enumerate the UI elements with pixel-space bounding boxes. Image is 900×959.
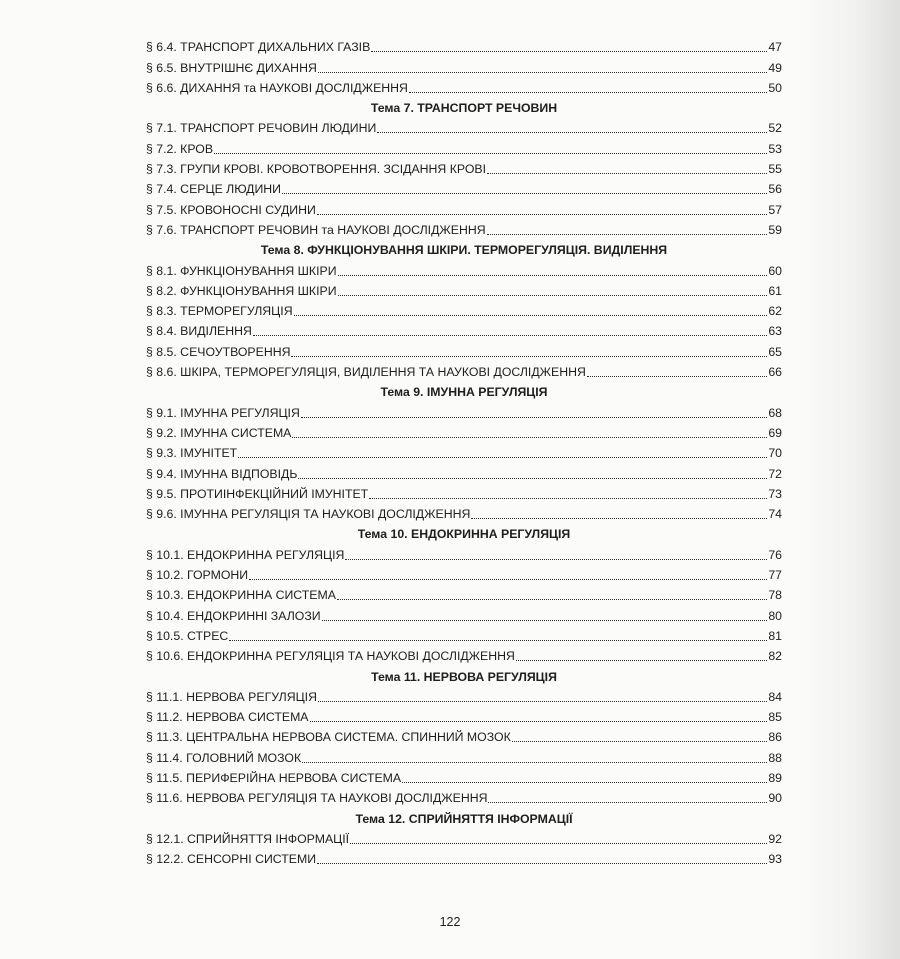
- toc-entry: [146, 218, 782, 238]
- toc-entry-title: § 8.6. ШКІРА, ТЕРМОРЕГУЛЯЦІЯ, ВИДІЛЕННЯ ТА НАУКОВІ ДОСЛІДЖЕННЯ: [146, 365, 586, 380]
- toc-entry: [146, 786, 782, 806]
- toc-entry-title: § 11.4. ГОЛОВНИЙ МОЗОК: [146, 750, 302, 765]
- toc-entry: [146, 197, 782, 217]
- dot-leader: [322, 620, 768, 621]
- toc-entry: [146, 482, 782, 502]
- section-heading: Тема 8. ФУНКЦІОНУВАННЯ ШКІРИ. ТЕРМОРЕГУЛЯЦІЯ. ВИДІЛЕННЯ: [260, 243, 668, 258]
- toc-entry: [146, 116, 782, 136]
- toc-entry: [146, 421, 782, 441]
- page-number: 122: [439, 915, 461, 929]
- toc-entry-page: 57: [768, 202, 782, 217]
- dot-leader: [318, 701, 767, 702]
- toc-entry-page: 73: [768, 486, 782, 501]
- toc-entry: [146, 705, 782, 725]
- toc-entry: [146, 624, 782, 644]
- toc-entry-page: 90: [768, 791, 782, 806]
- toc-entry-title: § 7.5. КРОВОНОСНІ СУДИНИ: [146, 202, 316, 217]
- dot-leader: [338, 295, 768, 296]
- toc-entry-title: § 7.1. ТРАНСПОРТ РЕЧОВИН ЛЮДИНИ: [146, 121, 377, 136]
- toc-entry-page: 78: [768, 588, 782, 603]
- toc-entry-page: 84: [768, 689, 782, 704]
- toc-entry-title: § 7.3. ГРУПИ КРОВІ. КРОВОТВОРЕННЯ. ЗСІДАННЯ КРОВІ: [146, 162, 487, 177]
- toc-entry-title: § 6.6. ДИХАННЯ та НАУКОВІ ДОСЛІДЖЕННЯ: [146, 80, 408, 95]
- dot-leader: [512, 741, 768, 742]
- dot-leader: [338, 275, 768, 276]
- toc-entry-page: 49: [768, 60, 782, 75]
- toc-entry-page: 70: [768, 446, 782, 461]
- toc-entry: [146, 339, 782, 359]
- dot-leader: [516, 660, 767, 661]
- toc-entry-title: § 8.2. ФУНКЦІОНУВАННЯ ШКІРИ: [146, 283, 337, 298]
- toc-entry-title: § 11.2. НЕРВОВА СИСТЕМА: [146, 710, 309, 725]
- toc-entry-title: § 11.6. НЕРВОВА РЕГУЛЯЦІЯ ТА НАУКОВІ ДОСЛІДЖЕННЯ: [146, 791, 488, 806]
- toc-entry-title: § 8.3. ТЕРМОРЕГУЛЯЦІЯ: [146, 304, 293, 319]
- toc-entry: [146, 847, 782, 867]
- toc-entry: [146, 400, 782, 420]
- toc-entry: [146, 258, 782, 278]
- toc-entry: [146, 76, 782, 96]
- dot-leader: [292, 437, 767, 438]
- dot-leader: [337, 599, 767, 600]
- toc-entry-title: § 10.6. ЕНДОКРИННА РЕГУЛЯЦІЯ ТА НАУКОВІ ДОСЛІДЖЕННЯ: [146, 649, 515, 664]
- dot-leader: [371, 51, 767, 52]
- toc-entry-page: 77: [768, 568, 782, 583]
- toc-entry: [146, 360, 782, 380]
- toc-entry: [146, 136, 782, 156]
- toc-entry-title: § 10.2. ГОРМОНИ: [146, 568, 249, 583]
- toc-entry-title: § 10.3. ЕНДОКРИННА СИСТЕМА: [146, 588, 336, 603]
- table-of-contents: [146, 35, 782, 867]
- toc-entry: [146, 441, 782, 461]
- toc-entry-title: § 11.3. ЦЕНТРАЛЬНА НЕРВОВА СИСТЕМА. СПИННИЙ МОЗОК: [146, 730, 511, 745]
- dot-leader: [317, 214, 767, 215]
- toc-entry: [146, 319, 782, 339]
- section-heading: Тема 12. СПРИЙНЯТТЯ ІНФОРМАЦІЇ: [355, 811, 573, 826]
- toc-entry-page: 93: [768, 852, 782, 867]
- toc-entry-title: § 9.5. ПРОТИІНФЕКЦІЙНИЙ ІМУНІТЕТ: [146, 486, 369, 501]
- toc-entry-page: 62: [768, 304, 782, 319]
- dot-leader: [377, 132, 767, 133]
- toc-entry: [146, 279, 782, 299]
- dot-leader: [249, 579, 767, 580]
- dot-leader: [350, 843, 767, 844]
- dot-leader: [238, 457, 767, 458]
- toc-entry-page: 88: [768, 750, 782, 765]
- dot-leader: [587, 376, 767, 377]
- toc-entry: [146, 644, 782, 664]
- toc-entry-page: 76: [768, 547, 782, 562]
- dot-leader: [318, 72, 767, 73]
- toc-entry-page: 52: [768, 121, 782, 136]
- toc-entry-title: § 6.4. ТРАНСПОРТ ДИХАЛЬНИХ ГАЗІВ: [146, 40, 371, 55]
- toc-entry-page: 80: [768, 608, 782, 623]
- toc-entry-page: 89: [768, 770, 782, 785]
- toc-entry: [146, 461, 782, 481]
- toc-entry: [146, 563, 782, 583]
- toc-entry-title: § 8.1. ФУНКЦІОНУВАННЯ ШКІРИ: [146, 263, 337, 278]
- toc-entry-title: § 7.2. КРОВ: [146, 141, 214, 156]
- toc-entry: [146, 502, 782, 522]
- dot-leader: [402, 782, 767, 783]
- toc-entry-page: 60: [768, 263, 782, 278]
- toc-entry: [146, 35, 782, 55]
- toc-entry: [146, 685, 782, 705]
- toc-entry-page: 61: [768, 283, 782, 298]
- toc-entry: [146, 177, 782, 197]
- dot-leader: [294, 315, 768, 316]
- dot-leader: [302, 762, 767, 763]
- dot-leader: [471, 518, 767, 519]
- toc-entry: [146, 583, 782, 603]
- toc-entry-title: § 10.1. ЕНДОКРИННА РЕГУЛЯЦІЯ: [146, 547, 345, 562]
- toc-entry-page: 72: [768, 466, 782, 481]
- toc-entry-page: 85: [768, 710, 782, 725]
- toc-entry-title: § 11.1. НЕРВОВА РЕГУЛЯЦІЯ: [146, 689, 317, 704]
- toc-entry-page: 86: [768, 730, 782, 745]
- toc-entry-title: § 9.1. ІМУННА РЕГУЛЯЦІЯ: [146, 405, 300, 420]
- section-heading: Тема 9. ІМУННА РЕГУЛЯЦІЯ: [380, 385, 548, 400]
- dot-leader: [317, 863, 767, 864]
- toc-entry-title: § 8.4. ВИДІЛЕННЯ: [146, 324, 252, 339]
- dot-leader: [291, 356, 767, 357]
- section-heading: Тема 11. НЕРВОВА РЕГУЛЯЦІЯ: [371, 669, 557, 684]
- toc-entry: [146, 157, 782, 177]
- toc-entry-title: § 6.5. ВНУТРІШНЄ ДИХАННЯ: [146, 60, 317, 75]
- toc-entry-page: 69: [768, 425, 782, 440]
- dot-leader: [298, 478, 767, 479]
- page-edge-shadow: [798, 0, 900, 959]
- toc-entry-title: § 12.2. СЕНСОРНІ СИСТЕМИ: [146, 852, 317, 867]
- section-heading: Тема 10. ЕНДОКРИННА РЕГУЛЯЦІЯ: [357, 527, 571, 542]
- section-heading: Тема 7. ТРАНСПОРТ РЕЧОВИН: [370, 101, 558, 116]
- toc-entry-title: § 10.5. СТРЕС: [146, 628, 229, 643]
- toc-entry-page: 82: [768, 649, 782, 664]
- toc-entry-title: § 9.4. ІМУННА ВІДПОВІДЬ: [146, 466, 298, 481]
- toc-entry-page: 55: [768, 162, 782, 177]
- toc-entry-page: 68: [768, 405, 782, 420]
- toc-entry-title: § 9.6. ІМУННА РЕГУЛЯЦІЯ ТА НАУКОВІ ДОСЛІДЖЕННЯ: [146, 507, 471, 522]
- toc-entry-page: 53: [768, 141, 782, 156]
- dot-leader: [488, 802, 767, 803]
- dot-leader: [301, 417, 767, 418]
- toc-entry: [146, 725, 782, 745]
- toc-entry-page: 59: [768, 222, 782, 237]
- toc-entry-title: § 8.5. СЕЧОУТВОРЕННЯ: [146, 344, 291, 359]
- toc-entry: [146, 542, 782, 562]
- toc-entry-title: § 12.1. СПРИЙНЯТТЯ ІНФОРМАЦІЇ: [146, 831, 350, 846]
- toc-entry-page: 81: [768, 628, 782, 643]
- toc-entry: [146, 299, 782, 319]
- toc-entry-title: § 9.2. ІМУННА СИСТЕМА: [146, 425, 292, 440]
- toc-entry-page: 56: [768, 182, 782, 197]
- toc-entry-page: 47: [768, 40, 782, 55]
- dot-leader: [409, 92, 767, 93]
- toc-entry-title: § 7.4. СЕРЦЕ ЛЮДИНИ: [146, 182, 282, 197]
- toc-entry-title: § 7.6. ТРАНСПОРТ РЕЧОВИН та НАУКОВІ ДОСЛІДЖЕННЯ: [146, 222, 486, 237]
- toc-entry-title: § 10.4. ЕНДОКРИННІ ЗАЛОЗИ: [146, 608, 321, 623]
- dot-leader: [487, 173, 767, 174]
- toc-entry: [146, 766, 782, 786]
- toc-entry-title: § 11.5. ПЕРИФЕРІЙНА НЕРВОВА СИСТЕМА: [146, 770, 402, 785]
- toc-entry-page: 50: [768, 80, 782, 95]
- toc-entry-page: 74: [768, 507, 782, 522]
- toc-entry-title: § 9.3. ІМУНІТЕТ: [146, 446, 238, 461]
- toc-entry-page: 66: [768, 365, 782, 380]
- dot-leader: [214, 153, 767, 154]
- toc-entry: [146, 745, 782, 765]
- toc-entry-page: 63: [768, 324, 782, 339]
- dot-leader: [310, 721, 768, 722]
- toc-entry-page: 65: [768, 344, 782, 359]
- dot-leader: [229, 640, 767, 641]
- toc-entry: [146, 603, 782, 623]
- dot-leader: [282, 193, 767, 194]
- toc-entry: [146, 55, 782, 75]
- dot-leader: [345, 559, 767, 560]
- toc-entry-page: 92: [768, 831, 782, 846]
- toc-entry: [146, 827, 782, 847]
- dot-leader: [487, 234, 768, 235]
- dot-leader: [369, 498, 767, 499]
- dot-leader: [253, 335, 767, 336]
